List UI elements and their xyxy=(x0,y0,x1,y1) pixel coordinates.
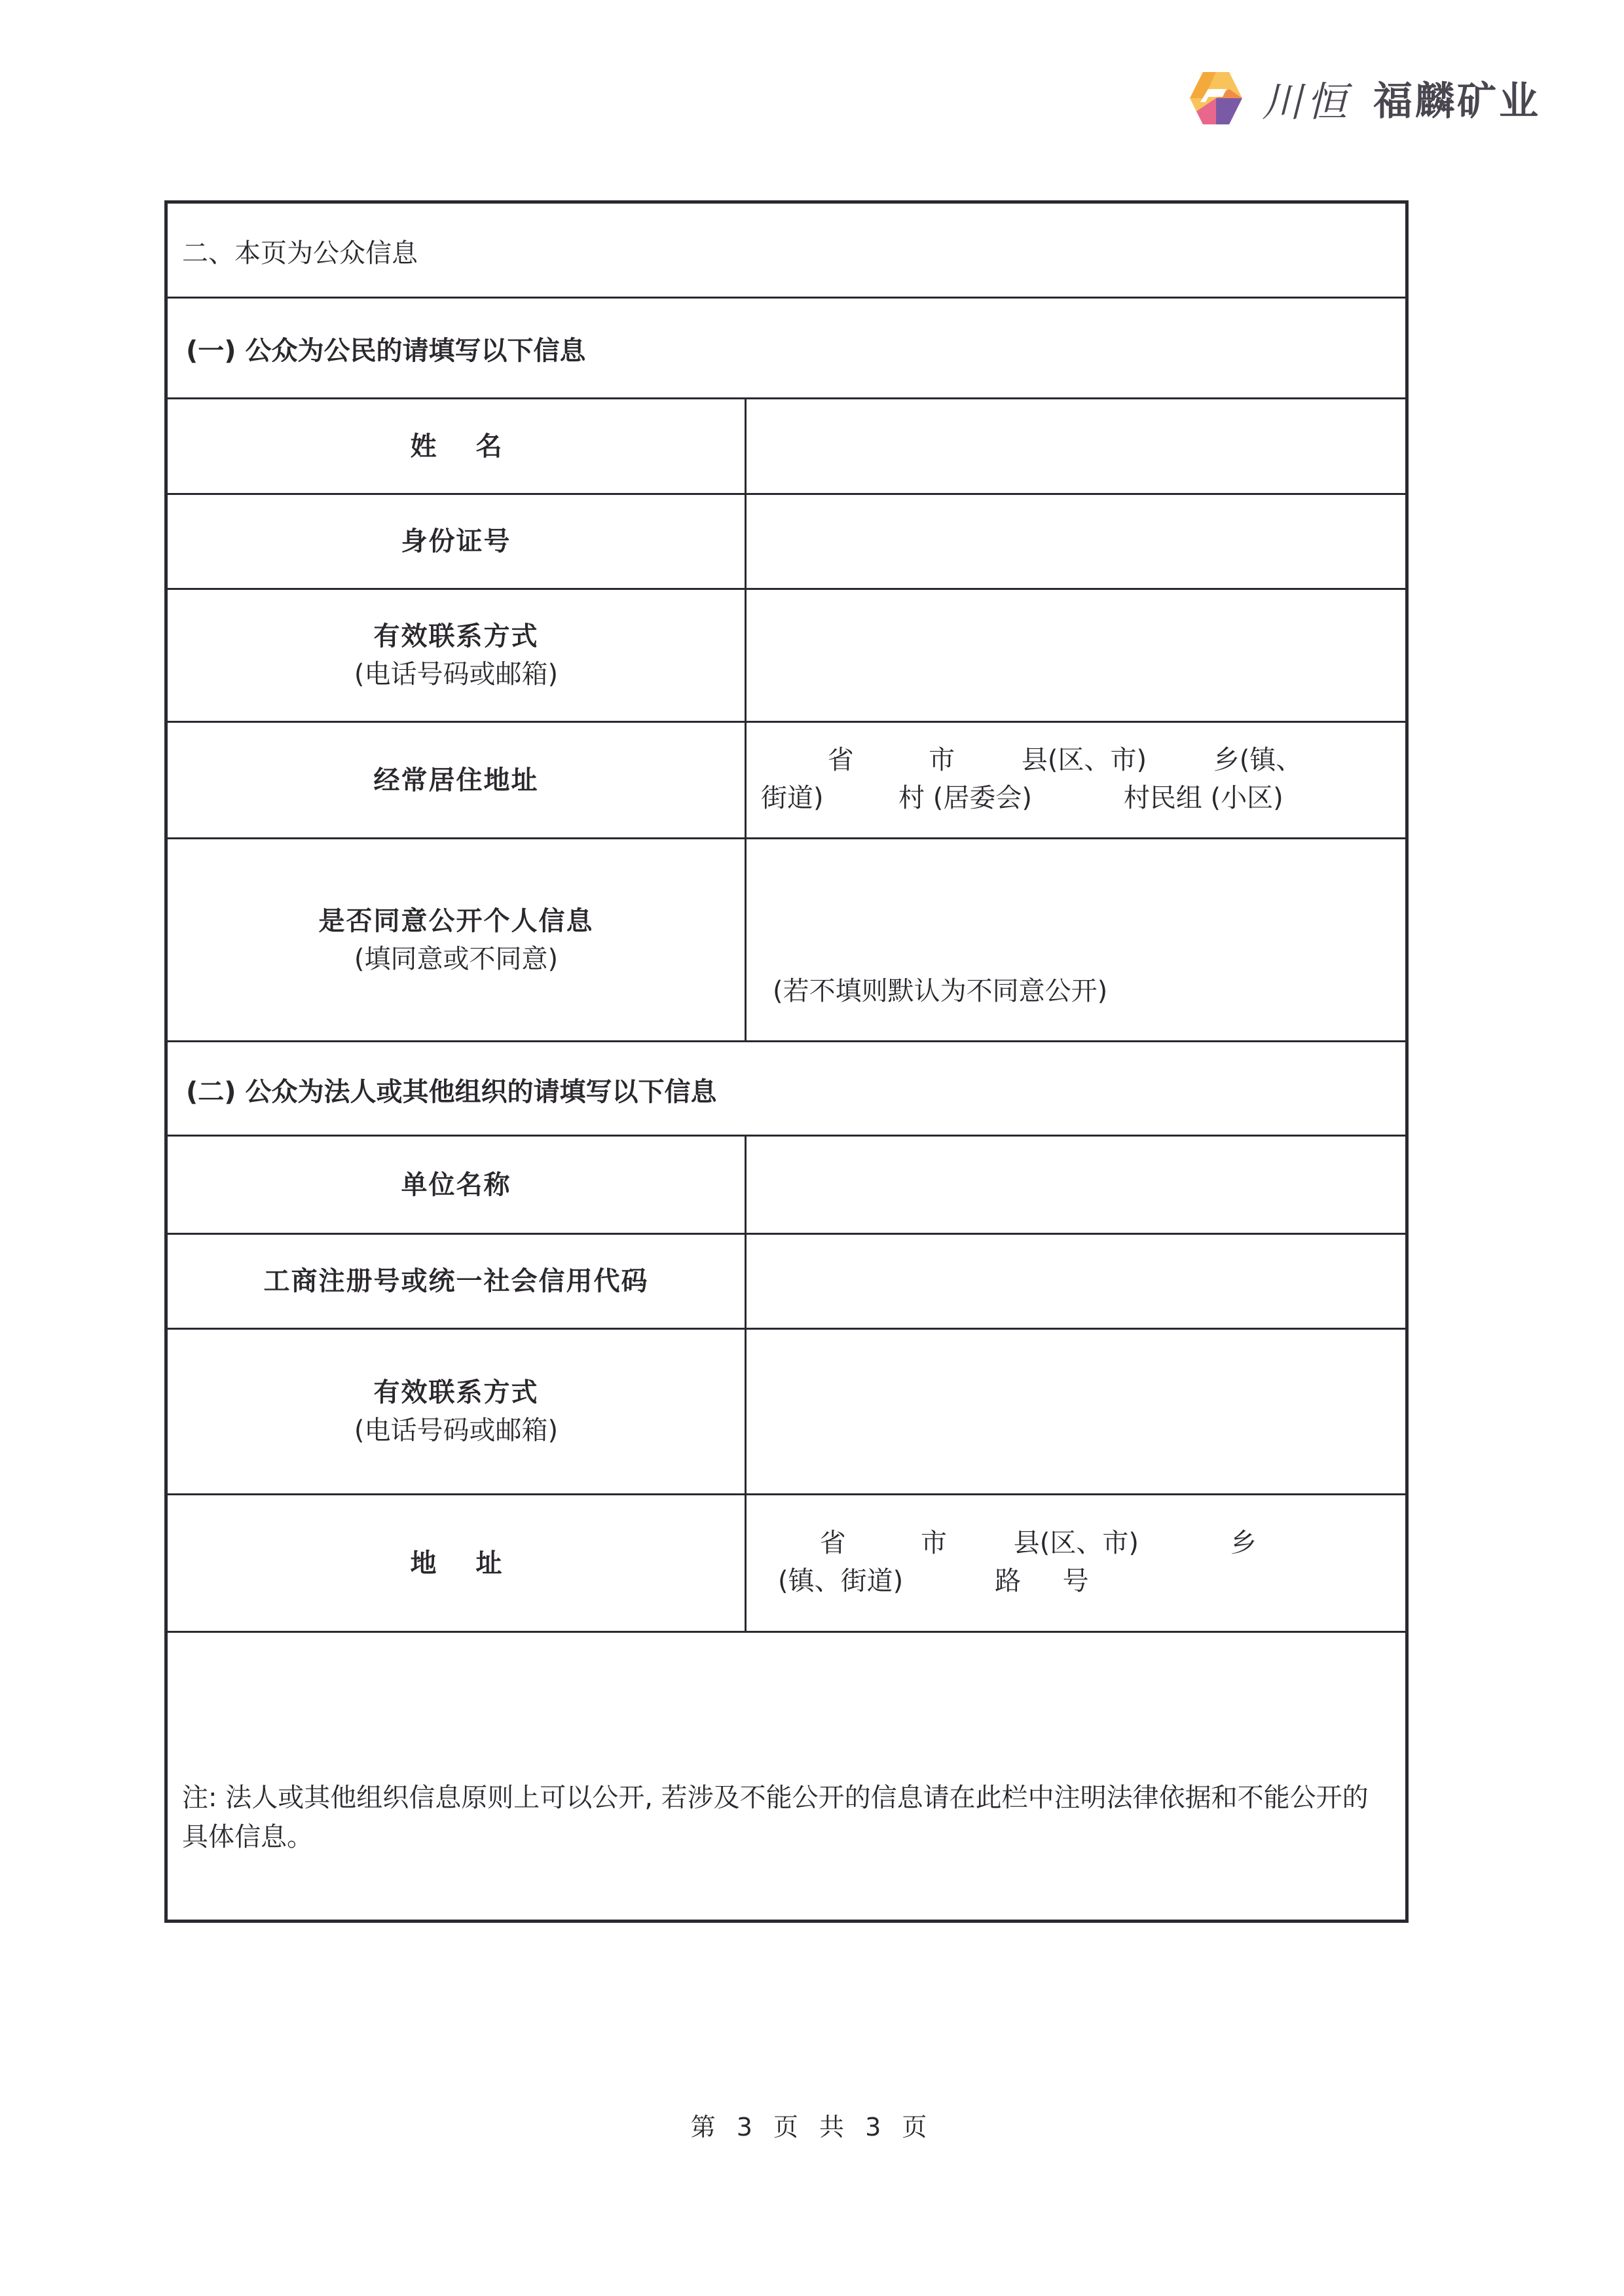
citizen-heading: (一) 公众为公民的请填写以下信息 xyxy=(186,336,586,366)
org-reg-row xyxy=(168,1235,1405,1330)
note-row[interactable] xyxy=(168,1633,1405,1920)
logo-script-text: 川恒 xyxy=(1262,77,1352,126)
residence-address-label: 经常居住地址 xyxy=(373,765,539,795)
consent-sublabel: (填同意或不同意) xyxy=(354,943,559,974)
consent-hint: (若不填则默认为不同意公开) xyxy=(773,976,1108,1006)
name-label: 姓名 xyxy=(410,431,542,462)
company-logo xyxy=(1189,69,1541,128)
page-indicator: 第 3 页 共 3 页 xyxy=(690,2113,934,2141)
org-contact-sublabel: (电话号码或邮箱) xyxy=(354,1415,559,1446)
address-template-line1: 省 市 县(区、市) 乡(镇、 xyxy=(761,745,1302,775)
reg-code-label: 工商注册号或统一社会信用代码 xyxy=(263,1266,649,1296)
legal-note: 注: 法人或其他组织信息原则上可以公开, 若涉及不能公开的信息请在此栏中注明法律依据和不能公开的具体信息。 xyxy=(182,1783,1369,1852)
org-heading-row xyxy=(168,1042,1405,1137)
org-address-input[interactable] xyxy=(747,1495,1405,1631)
org-contact-row xyxy=(168,1330,1405,1495)
contact-sublabel: (电话号码或邮箱) xyxy=(354,659,559,689)
unit-name-label: 单位名称 xyxy=(401,1169,511,1200)
consent-input[interactable] xyxy=(747,839,1405,1040)
public-info-form xyxy=(164,200,1409,1923)
reg-code-input[interactable] xyxy=(747,1235,1405,1328)
hexagon-logo-icon xyxy=(1189,71,1244,126)
citizen-address-row xyxy=(168,723,1405,839)
org-heading: (二) 公众为法人或其他组织的请填写以下信息 xyxy=(186,1077,717,1107)
id-number-input[interactable] xyxy=(747,495,1405,588)
org-address-template-line2: (镇、街道) 路 号 xyxy=(778,1566,1089,1596)
org-address-row xyxy=(168,1495,1405,1633)
name-input[interactable] xyxy=(747,399,1405,493)
citizen-contact-row xyxy=(168,590,1405,723)
org-unit-row xyxy=(168,1137,1405,1235)
section-title: 二、本页为公众信息 xyxy=(182,238,418,268)
section-title-row xyxy=(168,204,1405,299)
address-template-line2: 街道) 村 (居委会) 村民组 (小区) xyxy=(761,783,1283,813)
org-contact-label: 有效联系方式 xyxy=(373,1377,539,1408)
company-name: 福麟矿业 xyxy=(1373,79,1541,124)
citizen-heading-row xyxy=(168,299,1405,399)
org-address-label: 地址 xyxy=(410,1548,542,1578)
contact-label: 有效联系方式 xyxy=(373,621,539,651)
org-contact-input[interactable] xyxy=(747,1330,1405,1493)
residence-address-input[interactable] xyxy=(747,723,1405,837)
unit-name-input[interactable] xyxy=(747,1137,1405,1233)
contact-input[interactable] xyxy=(747,590,1405,721)
citizen-consent-row xyxy=(168,839,1405,1042)
citizen-id-row xyxy=(168,495,1405,590)
id-number-label: 身份证号 xyxy=(401,526,511,556)
citizen-name-row xyxy=(168,399,1405,495)
consent-label: 是否同意公开个人信息 xyxy=(318,905,594,936)
org-address-template-line1: 省 市 县(区、市) 乡 xyxy=(778,1528,1257,1558)
